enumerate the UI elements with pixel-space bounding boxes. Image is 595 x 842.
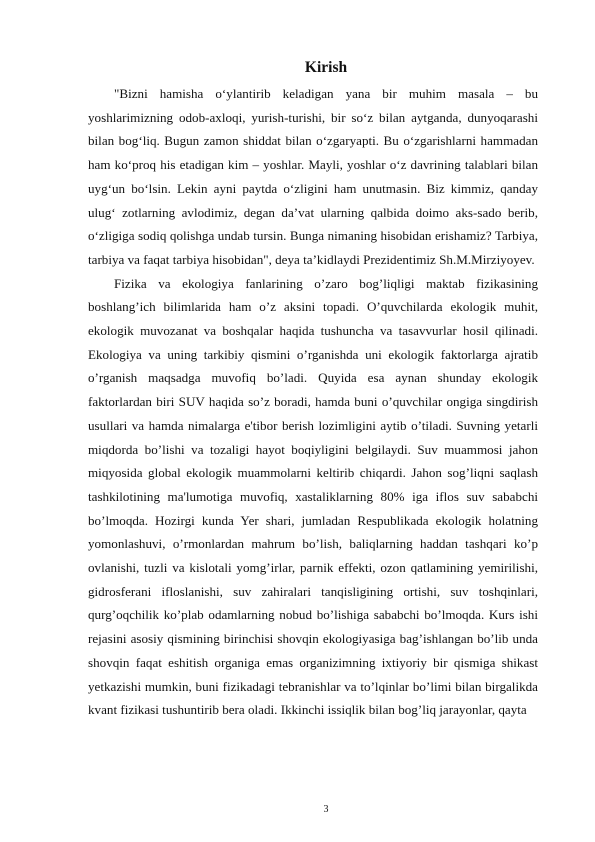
- paragraph-physics-ecology: Fizika va ekologiya fanlarining o’zaro bog’liqligi maktab fizikasining boshlang’ich bilimlarida ham o’z aksini topadi. O’quvchilarda ekologik muhit, ekologik muvozanat va boshqalar haqida tushuncha va tasavvurlar hosil qilinadi. Ekologiya va uning tarkibiy qismini o’rganishda uni ekologik faktorlarga ajratib o’rganish maqsadga muvofiq bo’ladi. Quyida esa aynan shunday ekologik faktorlardan biri SUV haqida so’z boradi, hamda buni o’quvchilar ongiga singdirish usullari va hamda nimalarga e'tibor berish lozimligini aytib o’tiladi. Suvning yetarli miqdorda bo’lishi va tozaligi hayot boqiyligini belgilaydi. Suv muammosi jahon miqyosida global ekologik muammolarni keltirib chiqardi. Jahon sog’liqni saqlash tashkilotining ma'lumotiga muvofiq, xastaliklarning 80% iga iflos suv sababchi bo’lmoqda. Hozirgi kunda Yer shari, jumladan Respublikada ekologik holatning yomonlashuvi, o’rmonlardan mahrum bo’lish, baliqlarning haddan tashqari ko’p ovlanishi, tuzli va kislotali yomg’irlar, parnik effekti, ozon qatlamining yemirilishi, gidrosferani ifloslanishi, suv zahiralari tanqisligining ortishi, suv toshqinlari, qurg’oqchilik ko’plab odamlarning nobud bo’lishiga sababchi bo’lmoqda. Kurs ishi rejasini asosiy qismining birinchisi shovqin ekologiyasiga bag’ishlangan bo’lib unda shovqin faqat eshitish organiga emas organizimning ixtiyoriy bir qismiga shikast yetkazishi mumkin, buni fizikadagi tebranishlar va to’lqinlar bo’limi bilan birgalikda kvant fizikasi tushuntirib bera oladi. Ikkinchi issiqlik bilan bog’liq jarayonlar, qayta: [88, 275, 538, 718]
- page-title: Kirish: [304, 59, 348, 76]
- paragraph-quote: "Bizni hamisha o‘ylantirib keladigan yana bir muhim masala – bu yoshlarimizning odob-axloqi, yurish-turishi, bir so‘z bilan aytganda, dunyoqarashi bilan bog‘liq. Bugun zamon shiddat bilan o‘zgaryapti. Bu o‘zgarishlarni hammadan ham ko‘proq his etadigan kim – yoshlar. Mayli, yoshlar o‘z davrining talablari bilan uyg‘un bo‘lsin. Lekin ayni paytda o‘zligini ham unutmasin. Biz kimmiz, qanday ulug‘ zotlarning avlodimiz, degan da’vat ularning qalbida doimo aks-sado berib, o‘zligiga sodiq qolishga undab tursin. Bunga nimaning hisobidan erishamiz? Tarbiya, tarbiya va faqat tarbiya hisobidan", deya ta’kidlaydi Prezidentimiz Sh.M.Mirziyoyev.: [88, 86, 538, 267]
- page-number: 3: [323, 804, 329, 815]
- body-text: [88, 82, 538, 722]
